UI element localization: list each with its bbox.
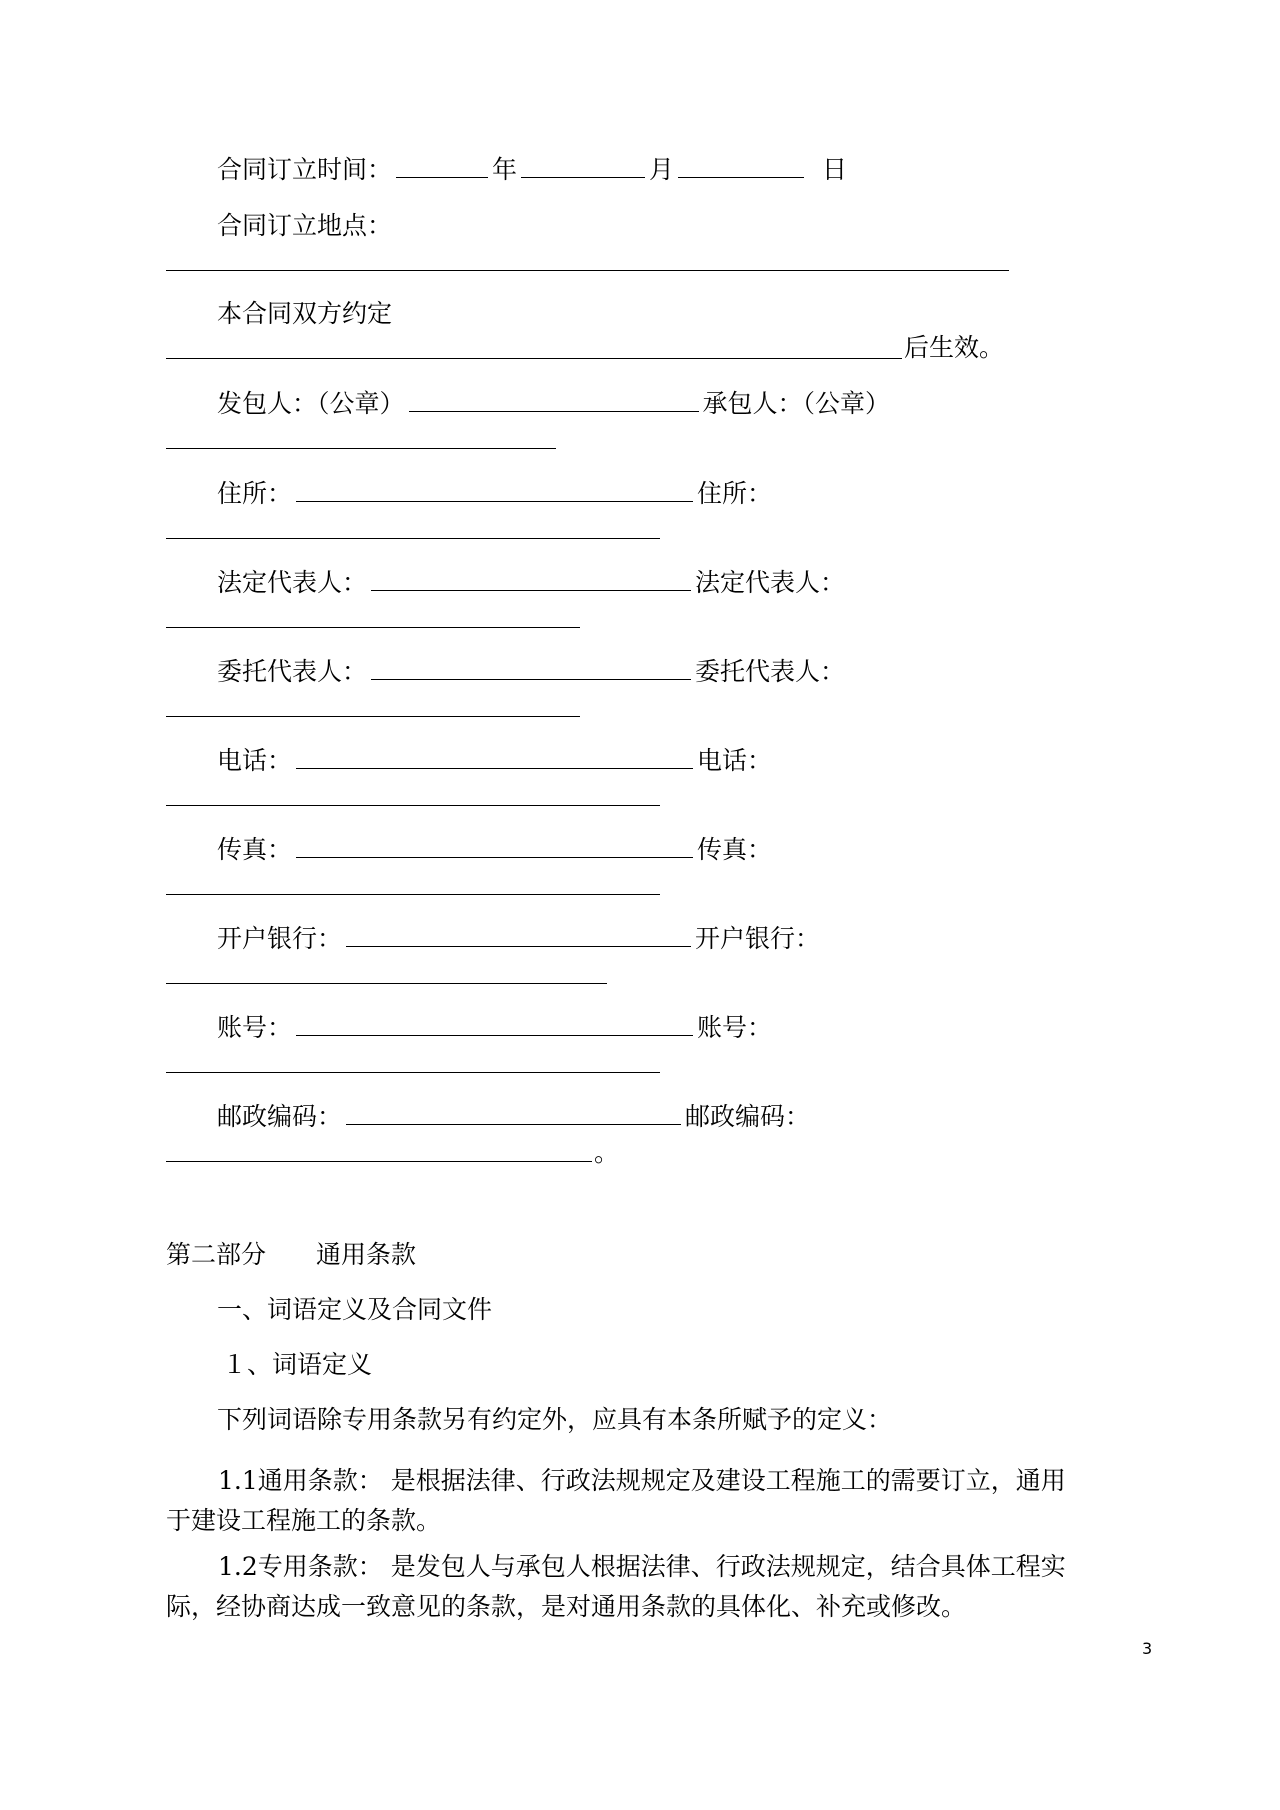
- effective-text: 后生效。: [904, 333, 1005, 362]
- contractor-fax-blank[interactable]: [166, 894, 660, 895]
- contractor-address-label: 住所：: [697, 479, 773, 508]
- employer-account-blank[interactable]: [296, 1013, 693, 1036]
- day-blank[interactable]: [678, 155, 804, 178]
- contractor-bank-label: 开户银行：: [695, 924, 821, 953]
- contractor-address-blank[interactable]: [166, 538, 660, 539]
- employer-seal-label: 发包人：（公章）: [217, 389, 405, 418]
- section-title-line: [166, 1240, 416, 1270]
- section-title: 通用条款: [316, 1240, 417, 1269]
- contractor-seal-label: 承包人：（公章）: [702, 389, 891, 418]
- legal-rep-line: [217, 568, 845, 598]
- employer-account-label: 账号：: [217, 1013, 293, 1042]
- signing-place-label: 合同订立地点：: [217, 211, 393, 240]
- agreement-blank[interactable]: [166, 358, 902, 359]
- contractor-entrusted-rep-blank[interactable]: [166, 716, 580, 717]
- month-blank[interactable]: [521, 155, 645, 178]
- employer-phone-label: 电话：: [217, 746, 293, 775]
- year-label: 年: [492, 155, 518, 184]
- employer-bank-blank[interactable]: [346, 924, 691, 947]
- employer-seal-blank[interactable]: [409, 389, 699, 412]
- contractor-account-label: 账号：: [697, 1013, 773, 1042]
- contractor-postcode-label: 邮政编码：: [685, 1102, 811, 1131]
- signing-time-label: 合同订立时间：: [217, 155, 393, 184]
- address-line: [217, 479, 772, 509]
- contractor-fax-label: 传真：: [697, 835, 773, 864]
- party-seal-line: [217, 389, 890, 419]
- fax-line: [217, 835, 772, 865]
- signing-time-line: [217, 155, 847, 185]
- employer-legal-rep-blank[interactable]: [371, 568, 691, 591]
- definitions-intro: 下列词语除专用条款另有约定外，应具有本条所赋予的定义：: [217, 1405, 893, 1434]
- employer-bank-label: 开户银行：: [217, 924, 343, 953]
- employer-legal-rep-label: 法定代表人：: [217, 568, 368, 597]
- bank-line: [217, 924, 820, 954]
- employer-phone-blank[interactable]: [296, 746, 693, 769]
- contractor-entrusted-rep-label: 委托代表人：: [695, 657, 846, 686]
- heading-definitions: １、词语定义: [222, 1350, 373, 1379]
- entrusted-rep-line: [217, 657, 845, 687]
- employer-postcode-label: 邮政编码：: [217, 1102, 343, 1131]
- postcode-period: 。: [594, 1138, 620, 1167]
- contractor-legal-rep-blank[interactable]: [166, 627, 580, 628]
- year-blank[interactable]: [396, 155, 488, 178]
- page-number: 3: [1142, 1639, 1153, 1658]
- heading-definitions-documents: 一、词语定义及合同文件: [217, 1295, 493, 1324]
- contractor-phone-label: 电话：: [697, 746, 773, 775]
- agreement-line: [217, 299, 392, 329]
- agreement-label: 本合同双方约定: [217, 299, 393, 328]
- signing-place-blank[interactable]: [166, 270, 1009, 271]
- employer-address-label: 住所：: [217, 479, 293, 508]
- employer-postcode-blank[interactable]: [346, 1102, 681, 1125]
- day-label: 日: [822, 155, 848, 184]
- employer-fax-blank[interactable]: [296, 835, 693, 858]
- phone-line: [217, 746, 772, 776]
- item-1-1: 1.1通用条款： 是根据法律、行政法规规定及建设工程施工的需要订立，通用于建设工程施工的条款。: [166, 1466, 1066, 1535]
- account-line: [217, 1013, 772, 1043]
- contractor-legal-rep-label: 法定代表人：: [695, 568, 846, 597]
- postcode-line: [217, 1102, 810, 1132]
- month-label: 月: [649, 155, 675, 184]
- part-label: 第二部分: [166, 1240, 267, 1269]
- employer-address-blank[interactable]: [296, 479, 693, 502]
- contractor-seal-blank[interactable]: [166, 448, 556, 449]
- contractor-phone-blank[interactable]: [166, 805, 660, 806]
- contractor-account-blank[interactable]: [166, 1072, 660, 1073]
- contractor-bank-blank[interactable]: [166, 983, 607, 984]
- employer-entrusted-rep-label: 委托代表人：: [217, 657, 368, 686]
- contractor-postcode-blank[interactable]: [166, 1161, 592, 1162]
- item-1-2: 1.2专用条款： 是发包人与承包人根据法律、行政法规规定，结合具体工程实际，经协商达成一致意见的条款，是对通用条款的具体化、补充或修改。: [166, 1552, 1066, 1621]
- signing-place-line: [217, 211, 392, 241]
- employer-entrusted-rep-blank[interactable]: [371, 657, 691, 680]
- employer-fax-label: 传真：: [217, 835, 293, 864]
